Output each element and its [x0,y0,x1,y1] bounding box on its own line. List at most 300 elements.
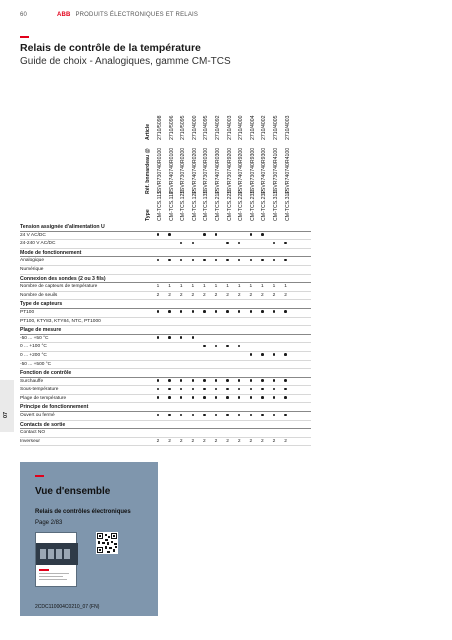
table-cell [269,240,279,249]
table-cell [234,412,244,421]
bullet-icon [168,388,171,391]
column-type-0: CM-TCS.11S [157,190,163,221]
table-cell [199,232,209,241]
bullet-icon [203,259,206,262]
bullet-icon [157,259,160,262]
column-type-10: CM-TCS.31S [273,190,279,221]
table-row [20,240,311,249]
bullet-icon [168,336,171,339]
table-cell [188,240,198,249]
table-row [20,438,311,447]
table-cell [257,257,267,266]
bullet-icon [261,233,264,236]
table-cell [257,378,267,387]
table-cell [211,395,221,404]
table-cell: 2 [272,438,276,444]
table-cell [246,309,256,318]
bullet-icon [284,310,287,313]
bullet-icon [215,259,218,262]
bullet-icon [192,242,195,245]
table-cell [269,378,279,387]
table-cell [269,309,279,318]
table-cell [234,395,244,404]
bullet-icon [180,414,183,417]
bullet-icon [180,310,183,313]
table-cell [234,240,244,249]
bullet-icon [226,242,229,245]
table-cell [211,378,221,387]
bullet-icon [180,259,183,262]
row-label: Analogique [20,258,45,264]
bullet-icon [203,388,206,391]
table-cell [176,257,186,266]
bullet-icon [284,414,287,417]
bullet-icon [273,414,276,417]
row-label: 24-240 V AC/DC [20,241,56,247]
column-article-2: 2710/5095 [180,115,187,140]
column-type-8: CM-TCS.23S [249,190,256,221]
column-ref-11: 1SVR740740R4100 [284,147,291,194]
section-header [20,403,311,412]
column-ref-7: 1SVR740740R9200 [238,147,245,194]
section-header [20,249,311,258]
table-cell: 2 [156,292,160,298]
brand-logo: ABB [56,12,71,18]
table-cell [165,378,175,387]
bullet-icon [238,310,241,313]
bullet-icon [215,310,218,313]
row-label: -50 ... +500 °C [20,361,52,367]
bullet-icon [284,353,287,356]
bullet-icon [238,259,241,262]
bullet-icon [215,345,218,348]
table-cell [269,257,279,266]
bullet-icon [284,388,287,391]
row-label: Principe de fonctionnement [20,404,89,411]
column-ref-5: 1SVR740740R0300 [215,147,221,194]
table-cell: 1 [272,284,276,290]
table-cell [234,378,244,387]
bullet-icon [180,388,183,391]
table-cell [188,412,198,421]
table-cell [211,386,221,395]
bullet-icon [250,233,253,236]
page-header [20,12,198,18]
table-cell [269,386,279,395]
table-cell [223,395,233,404]
table-cell: 2 [156,438,160,444]
table-cell: 1 [237,284,241,290]
row-label: 24 V AC/DC [20,232,46,238]
table-cell [257,386,267,395]
table-row [20,343,311,352]
table-cell [269,395,279,404]
table-cell [257,412,267,421]
chapter-number: 07 [3,411,9,418]
row-label: Plage de température [20,395,67,401]
bullet-icon [215,388,218,391]
table-cell [281,412,291,421]
table-cell [246,232,256,241]
card-subtitle: Relais de contrôles électroniques [35,509,131,515]
table-row [20,378,311,387]
bullet-icon [168,233,171,236]
bullet-icon [261,388,264,391]
bullet-icon [261,396,264,399]
table-row [20,412,311,421]
column-article-9: 2710/4002 [261,115,268,140]
table-cell: 2 [168,292,171,298]
table-cell [269,352,279,361]
bullet-icon [215,379,218,382]
table-cell [223,386,233,395]
row-label: PT100 [20,309,35,315]
bullet-icon [226,379,229,382]
page-subtitle: Guide de choix - Analogiques, gamme CM-TCS [20,56,231,67]
bullet-icon [273,353,276,356]
column-article-7: 2710/4000 [238,115,245,140]
table-cell [257,232,267,241]
table-cell: 1 [203,284,206,290]
section-header [20,369,311,378]
table-row [20,386,311,395]
section-header [20,223,311,232]
table-cell: 1 [156,284,160,290]
table-cell [281,378,291,387]
table-cell [281,309,291,318]
table-cell: 2 [191,292,195,298]
bullet-icon [192,379,195,382]
table-cell [153,335,163,344]
row-label: PT100, KTY83, KTY84, NTC, PT1000 [20,318,101,324]
bullet-icon [215,396,218,399]
bullet-icon [192,396,195,399]
table-cell [223,378,233,387]
table-cell [153,257,163,266]
brochure-thumbnail [35,532,77,587]
row-label: 0 ... +100 °C [20,344,47,350]
card-title: Vue d'ensemble [35,486,111,497]
bullet-icon [273,259,276,262]
table-cell [165,395,175,404]
bullet-icon [180,379,183,382]
row-label: Fonction de contrôle [20,370,72,377]
bullet-icon [250,414,253,417]
table-cell [165,309,175,318]
table-cell: 2 [237,292,241,298]
table-row [20,361,311,370]
bullet-icon [250,396,253,399]
table-cell [176,378,186,387]
bullet-icon [203,379,206,382]
column-article-11: 2710/4003 [284,115,291,140]
table-cell [153,309,163,318]
table-cell [199,378,209,387]
bullet-icon [284,242,287,245]
column-article-4: 2710/4095 [203,115,210,140]
table-cell: 1 [179,284,183,290]
row-label: Nombre de capteurs de température [20,284,98,290]
table-cell [246,412,256,421]
table-cell [188,335,198,344]
table-cell [257,352,267,361]
table-cell [234,309,244,318]
column-type-11: CM-TCS.31P [284,190,291,221]
bullet-icon [203,396,206,399]
table-cell [281,240,291,249]
bullet-icon [157,414,160,417]
page-number: 60 [20,12,28,18]
table-cell [223,343,233,352]
bullet-icon [250,259,253,262]
bullet-icon [168,396,171,399]
table-cell [176,309,186,318]
table-row [20,429,311,438]
table-row [20,266,311,275]
row-label: -50 ... +50 °C [20,335,49,341]
section-header [20,421,311,430]
bullet-icon [250,388,253,391]
row-label: Surchauffe [20,378,44,384]
bullet-icon [192,259,195,262]
column-article-0: 2710/5098 [157,115,163,140]
card-page-ref: Page 2/83 [35,520,63,526]
table-cell [176,386,186,395]
column-article-5: 2710/4092 [215,115,221,140]
table-cell: 2 [179,292,183,298]
bullet-icon [238,345,241,348]
bullet-icon [168,414,171,417]
section-header [20,275,311,284]
table-cell [165,257,175,266]
table-cell: 2 [226,438,229,444]
column-article-10: 2710/4005 [273,115,279,140]
bullet-icon [203,310,206,313]
table-cell: 2 [261,292,264,298]
table-cell: 1 [249,284,253,290]
table-cell: 2 [272,292,276,298]
row-label: Connexion des sondes (2 ou 3 fils) [20,275,106,282]
bullet-icon [284,396,287,399]
table-cell [246,386,256,395]
table-cell [257,395,267,404]
table-row [20,395,311,404]
bullet-icon [238,379,241,382]
table-cell [269,412,279,421]
table-cell [234,257,244,266]
bullet-icon [192,388,195,391]
row-label: Tension assignée d'alimentation U [20,224,105,230]
table-cell [176,335,186,344]
table-cell: 2 [249,292,253,298]
table-cell [211,257,221,266]
table-cell [211,232,221,241]
row-label: Nombre de seuils [20,292,58,298]
bullet-icon [238,388,241,391]
table-cell [153,232,163,241]
table-cell: 2 [191,438,195,444]
table-cell: 2 [226,292,229,298]
row-label: Contacts de sortie [20,421,66,428]
overview-card[interactable] [20,462,158,616]
table-cell: 2 [214,438,218,444]
bullet-icon [226,259,229,262]
bullet-icon [238,414,241,417]
table-cell [246,257,256,266]
table-cell: 2 [214,292,218,298]
table-row [20,318,311,327]
table-cell [199,386,209,395]
column-ref-0: 1SVR730740R0100 [157,147,163,194]
table-cell [165,232,175,241]
bullet-icon [238,396,241,399]
table-cell [153,412,163,421]
table-cell [176,412,186,421]
bullet-icon [203,345,206,348]
table-cell [223,240,233,249]
table-cell: 1 [261,284,264,290]
table-cell [188,386,198,395]
table-cell [199,395,209,404]
table-cell [223,309,233,318]
table-cell [188,309,198,318]
column-ref-4: 1SVR730740R0300 [203,147,210,194]
bullet-icon [226,388,229,391]
bullet-icon [215,414,218,417]
bullet-icon [168,310,171,313]
column-ref-10: 1SVR730740R4100 [273,147,279,194]
row-label: Contact NO [20,430,46,436]
bullet-icon [226,414,229,417]
card-accent [35,475,44,477]
section-header [20,300,311,309]
qr-code-icon[interactable] [96,532,118,554]
bullet-icon [261,379,264,382]
bullet-icon [250,353,253,356]
column-type-5: CM-TCS.21P [215,190,221,221]
column-article-1: 2710/5096 [168,115,175,140]
table-cell [211,309,221,318]
bullet-icon [157,388,160,391]
column-article-8: 2710/4004 [249,115,256,140]
column-type-1: CM-TCS.11P [168,190,175,221]
bullet-icon [203,233,206,236]
bullet-icon [226,396,229,399]
bullet-icon [168,259,171,262]
column-type-2: CM-TCS.12S [180,190,187,221]
table-cell [246,378,256,387]
table-cell: 2 [179,438,183,444]
table-row [20,352,311,361]
bullet-icon [157,310,160,313]
table-cell [234,386,244,395]
bullet-icon [226,345,229,348]
table-cell [176,395,186,404]
table-cell [281,257,291,266]
table-cell [281,386,291,395]
bullet-icon [250,310,253,313]
section-label: PRODUITS ÉLECTRONIQUES ET RELAIS [75,12,199,18]
selection-table [20,223,311,446]
column-type-9: CM-TCS.23P [261,190,268,221]
bullet-icon [261,259,264,262]
row-label: 0 ... +200 °C [20,352,47,358]
row-label: Ouvert ou fermé [20,413,55,419]
table-cell [188,395,198,404]
bullet-icon [192,336,195,339]
row-label: Inverseur [20,438,40,444]
bullet-icon [180,396,183,399]
table-cell [153,378,163,387]
bullet-icon [250,379,253,382]
table-cell: 1 [168,284,171,290]
bullet-icon [238,242,241,245]
table-cell: 2 [203,292,206,298]
table-cell [199,343,209,352]
bullet-icon [192,310,195,313]
bullet-icon [261,414,264,417]
column-label-ref: Réf. bnmardeau @ [145,148,151,194]
table-cell [165,412,175,421]
section-header [20,326,311,335]
table-cell [223,257,233,266]
chapter-tab [0,380,14,432]
table-cell [153,395,163,404]
bullet-icon [157,396,160,399]
table-row [20,232,311,241]
table-cell [188,257,198,266]
bullet-icon [203,414,206,417]
column-type-6: CM-TCS.22S [226,190,233,221]
table-cell [246,395,256,404]
table-cell [211,343,221,352]
table-cell: 1 [214,284,218,290]
table-row [20,257,311,266]
bullet-icon [261,310,264,313]
column-label-article: Article [145,123,151,140]
bullet-icon [157,233,160,236]
table-cell [165,335,175,344]
row-label: Numérique [20,266,44,272]
bullet-icon [180,242,183,245]
table-cell: 2 [237,438,241,444]
table-cell: 2 [261,438,264,444]
table-cell: 2 [203,438,206,444]
table-cell [246,352,256,361]
table-row [20,283,311,292]
table-row [20,335,311,344]
bullet-icon [192,414,195,417]
table-cell [188,378,198,387]
table-cell [199,309,209,318]
bullet-icon [168,379,171,382]
column-ref-1: 1SVR740740R0100 [168,147,175,194]
table-cell: 2 [284,438,287,444]
table-cell: 2 [168,438,171,444]
table-cell [211,412,221,421]
bullet-icon [273,242,276,245]
bullet-icon [180,336,183,339]
bullet-icon [273,310,276,313]
column-article-3: 2710/4000 [191,115,198,140]
table-cell [199,257,209,266]
bullet-icon [273,388,276,391]
table-cell [234,343,244,352]
row-label: Sous-température [20,387,59,393]
table-cell [153,386,163,395]
table-cell [176,240,186,249]
bullet-icon [215,233,218,236]
